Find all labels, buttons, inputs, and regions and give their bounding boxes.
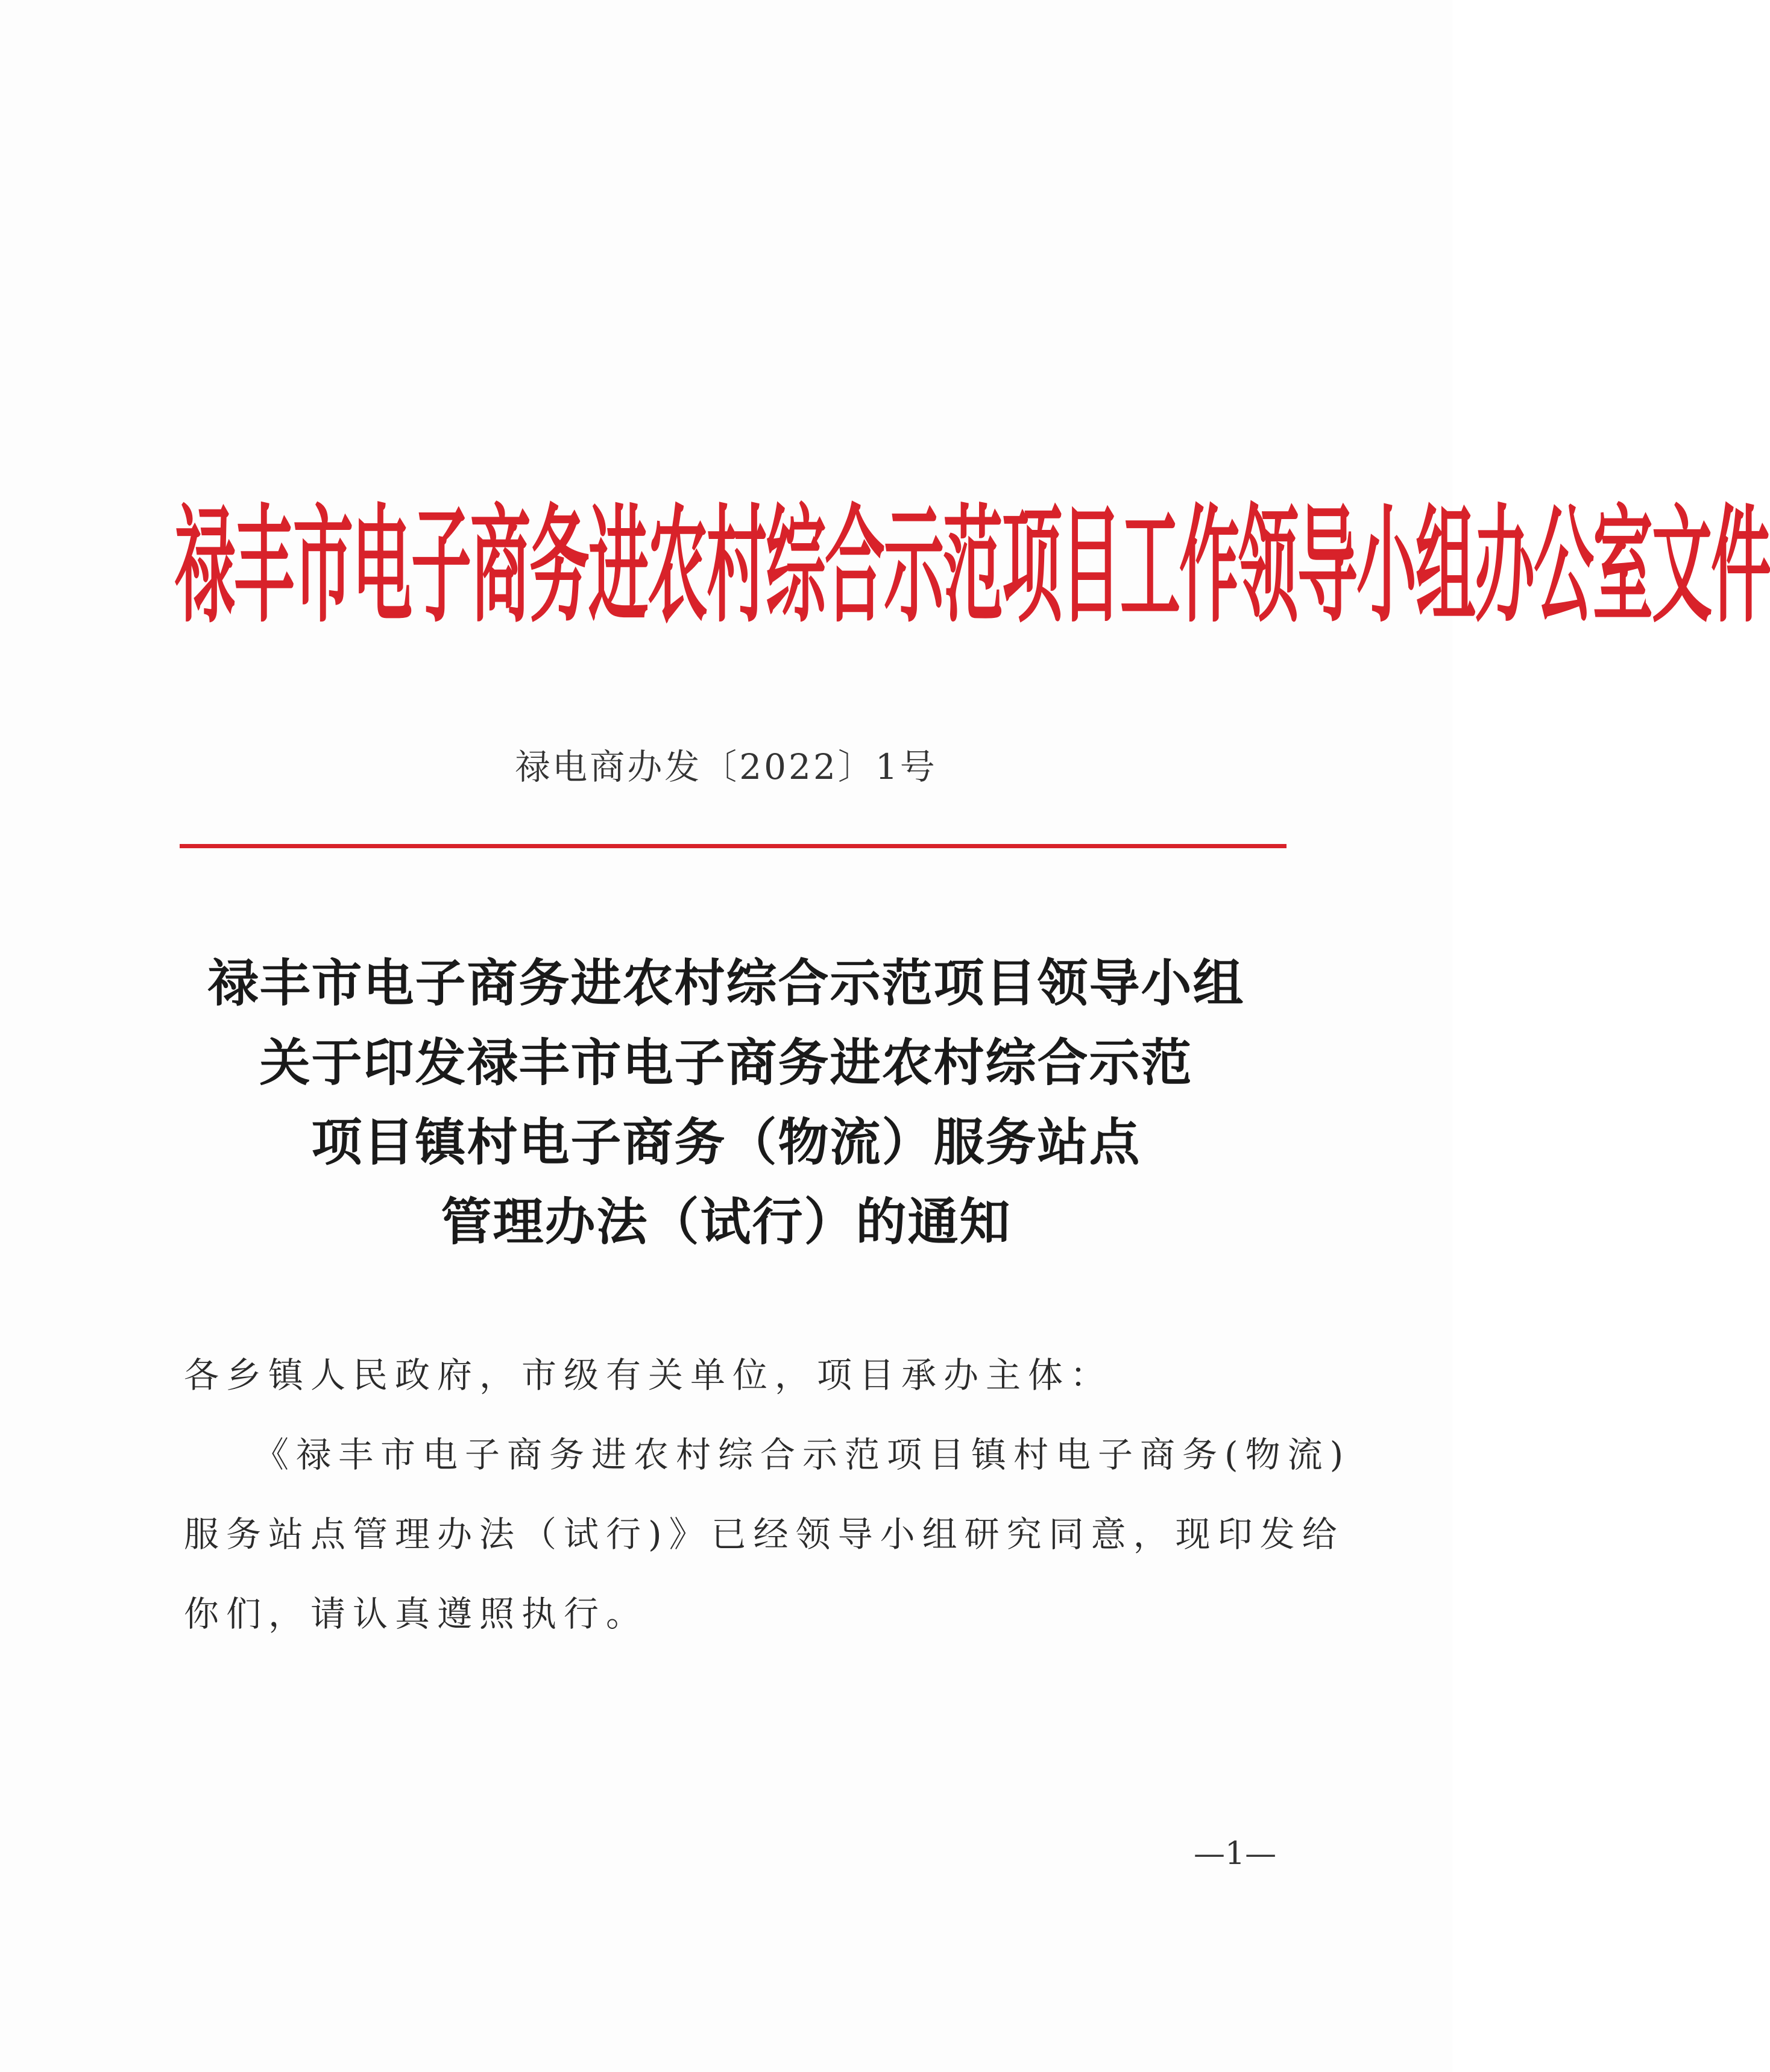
document-number: 禄电商办发〔2022〕1号 (515, 746, 937, 787)
salutation: 各乡镇人民政府，市级有关单位，项目承办主体： (184, 1355, 1113, 1396)
title-line: 项目镇村电子商务（物流）服务站点 (311, 1112, 1141, 1172)
title-line: 禄丰市电子商务进农村综合示范项目领导小组 (207, 953, 1245, 1013)
notice-title (121, 943, 1332, 1262)
page-number: —1— (1194, 1836, 1277, 1872)
body-line: 你们，请认真遵照执行。 (184, 1593, 649, 1634)
notice-body (184, 1335, 1351, 1654)
red-separator-line (180, 844, 1287, 848)
title-line: 管理办法（试行）的通知 (441, 1192, 1012, 1252)
issuer-header: 禄丰市电子商务进农村综合示范项目工作领导小组办公室文件 (175, 492, 1770, 640)
title-line: 关于印发禄丰市电子商务进农村综合示范 (259, 1033, 1193, 1092)
body-line: 服务站点管理办法（试行)》已经领导小组研究同意，现印发给 (184, 1514, 1344, 1555)
body-line: 《禄丰市电子商务进农村综合示范项目镇村电子商务(物流) (254, 1434, 1351, 1475)
